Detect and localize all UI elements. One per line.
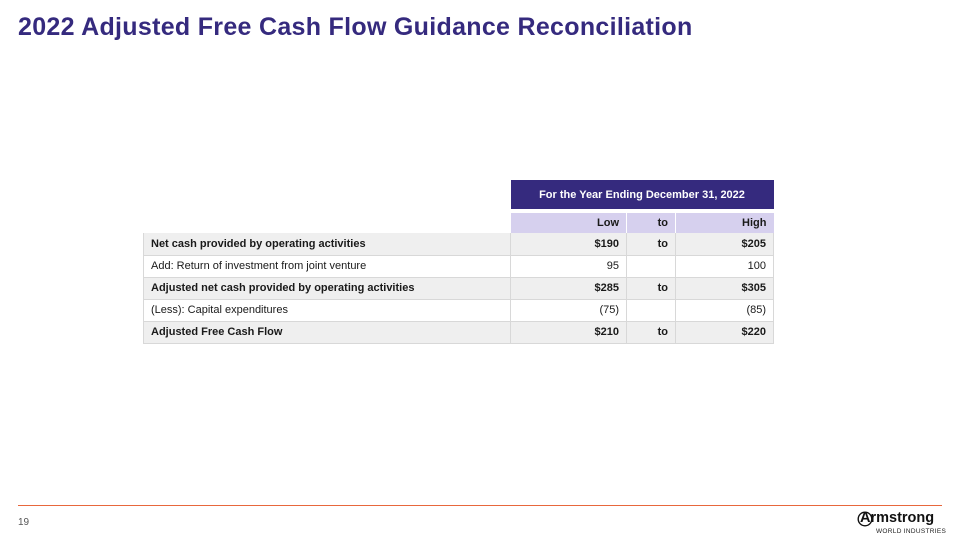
high-value: $305 (676, 277, 774, 299)
table-row (144, 277, 774, 299)
high-value: $205 (676, 233, 774, 255)
low-value: $285 (511, 277, 627, 299)
table-row (144, 255, 774, 277)
to-value (627, 255, 676, 277)
table-row (144, 299, 774, 321)
header-spacer (144, 180, 511, 211)
row-label: Adjusted Free Cash Flow (144, 321, 511, 343)
low-value: (75) (511, 299, 627, 321)
table-row (144, 321, 774, 343)
row-label: Net cash provided by operating activities (144, 233, 511, 255)
table-row (144, 233, 774, 255)
low-value: $190 (511, 233, 627, 255)
high-value: (85) (676, 299, 774, 321)
to-value: to (627, 233, 676, 255)
slide-title: 2022 Adjusted Free Cash Flow Guidance Reconciliation (18, 13, 693, 41)
to-value: to (627, 277, 676, 299)
page-number: 19 (18, 517, 30, 528)
logo-wordmark: Armstrong (860, 510, 935, 526)
high-value: $220 (676, 321, 774, 343)
low-value: $210 (511, 321, 627, 343)
table-header-row (144, 180, 774, 211)
row-label: Adjusted net cash provided by operating activities (144, 277, 511, 299)
low-header: Low (511, 211, 627, 233)
subheader-spacer (144, 211, 511, 233)
footer-divider (18, 505, 942, 506)
high-value: 100 (676, 255, 774, 277)
row-label: Add: Return of investment from joint venture (144, 255, 511, 277)
period-header: For the Year Ending December 31, 2022 (511, 180, 774, 211)
to-header: to (627, 211, 676, 233)
to-value (627, 299, 676, 321)
logo-subtitle: WORLD INDUSTRIES (876, 528, 947, 535)
subheader-row (144, 211, 774, 233)
low-value: 95 (511, 255, 627, 277)
armstrong-logo (860, 510, 946, 538)
row-label: (Less): Capital expenditures (144, 299, 511, 321)
to-value: to (627, 321, 676, 343)
high-header: High (676, 211, 774, 233)
reconciliation-table (143, 180, 774, 344)
